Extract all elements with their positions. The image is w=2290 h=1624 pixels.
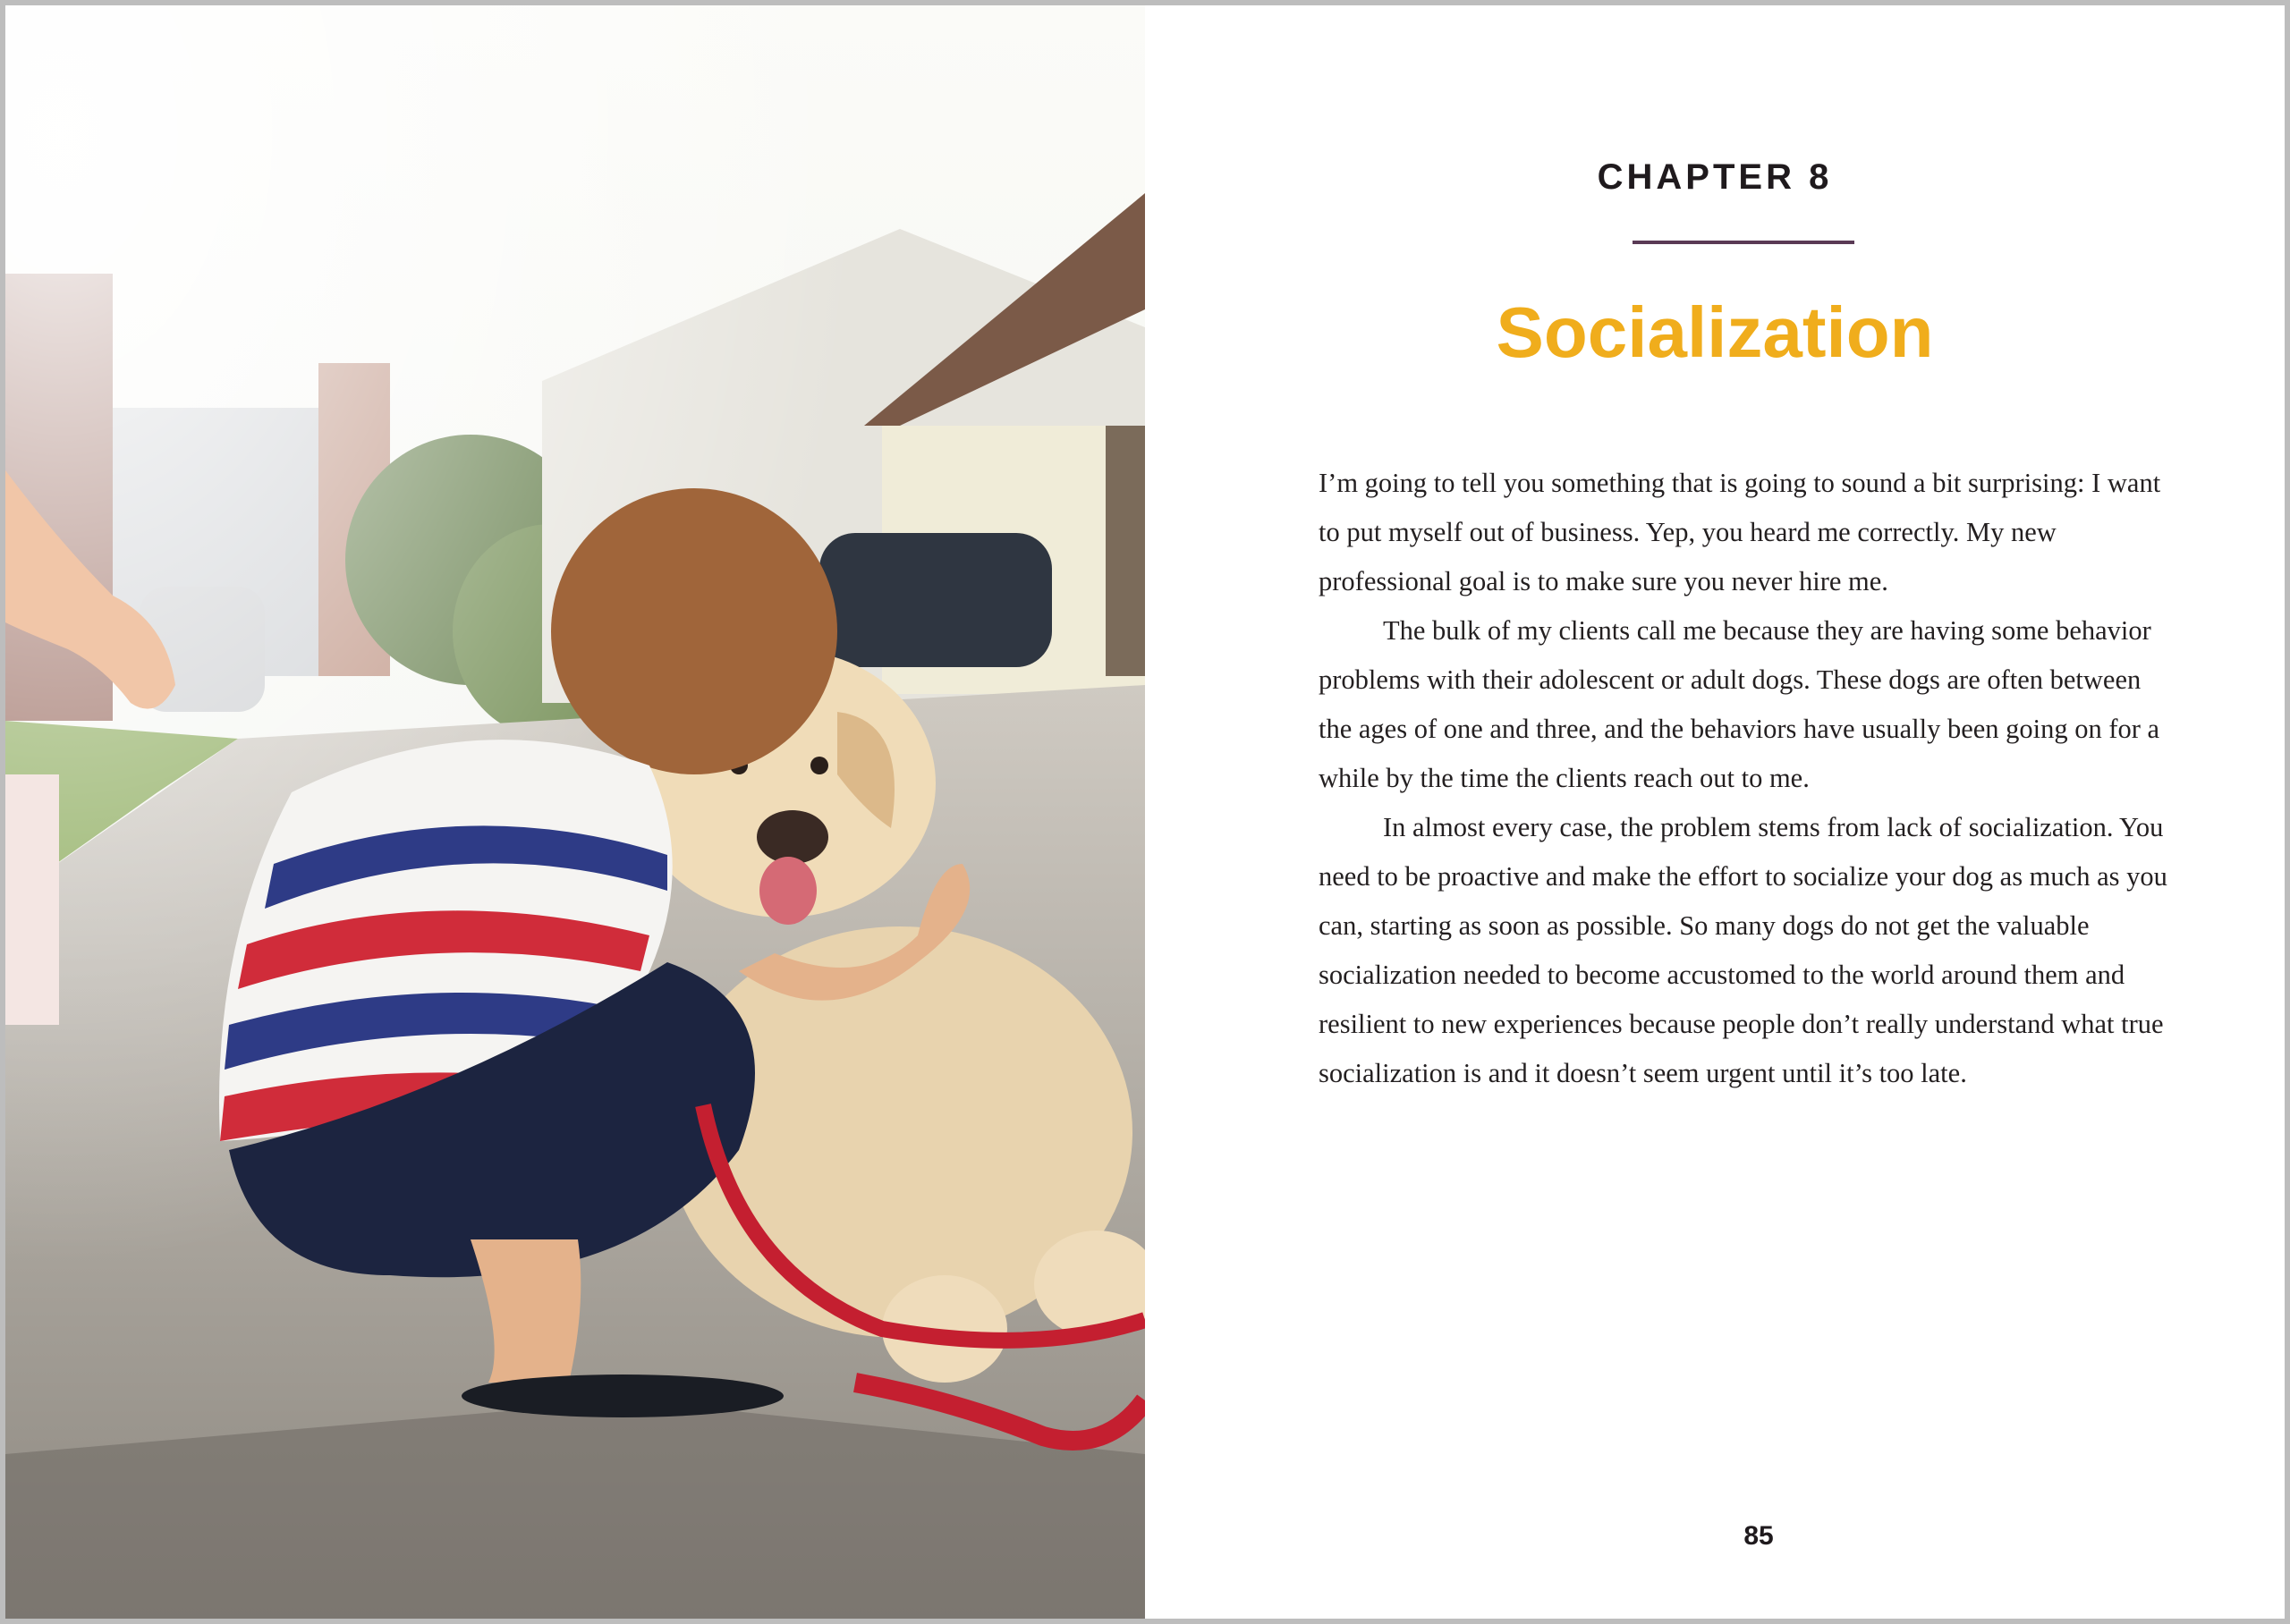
page-number: 85 bbox=[1743, 1521, 1774, 1551]
chapter-number: CHAPTER 8 bbox=[1597, 157, 1833, 197]
body-paragraph: In almost every case, the problem stems from lack of socialization. You need to be proactive and make the effort to socialize your dog as much as you can, starting as soon as possible. So many dogs do not get the valuable socialization needed to become accustomed to the world around them and resilient to new experiences because people don’t really understand what true socialization is and it doesn’t seem urgent until it’s too late. bbox=[1319, 812, 2167, 1088]
chapter-body bbox=[1319, 459, 2177, 1098]
chapter-divider bbox=[1633, 241, 1854, 244]
chapter-photo bbox=[5, 5, 1145, 1619]
body-paragraph: I’m going to tell you something that is going to sound a bit surprising: I want to put myself out of business. Yep, you heard me correctly. My new professional goal is to make sure you never hire me. bbox=[1319, 468, 2161, 596]
boy-hugging-puppy-image bbox=[5, 5, 1145, 1619]
body-paragraph: The bulk of my clients call me because they are having some behavior problems with their adolescent or adult dogs. These dogs are often between the ages of one and three, and the behaviors have usually been going on for a while by the time the clients reach out to me. bbox=[1319, 615, 2160, 793]
chapter-title: Socialization bbox=[1496, 292, 1934, 372]
book-spread bbox=[5, 5, 2285, 1619]
